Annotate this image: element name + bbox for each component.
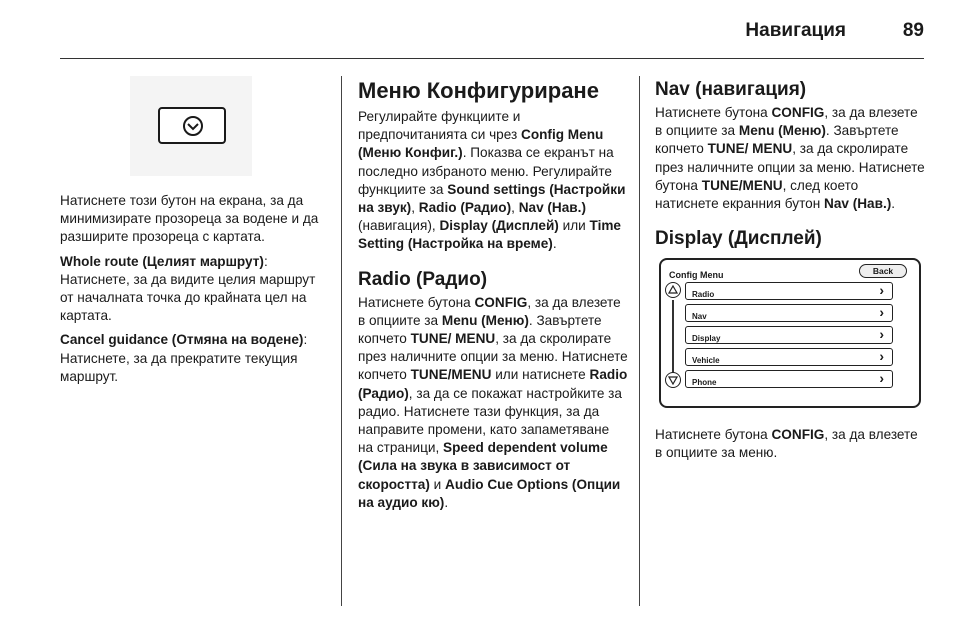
term-whole-route: Whole route (Целият маршрут) — [60, 253, 264, 269]
chevron-right-icon: › — [879, 304, 884, 321]
menu-item-label: Radio — [692, 290, 715, 300]
column-divider — [341, 76, 342, 606]
paragraph: Натиснете бутона CONFIG, за да влезете в опциите за меню. — [655, 427, 918, 461]
paragraph: Cancel guidance (Отмяна на водене): Натиснете, за да прекратите текущия маршрут. — [60, 332, 308, 384]
paragraph: Натиснете бутона CONFIG, за да влезете в опциите за Menu (Меню). Завъртете копчето TUNE/ MENU, за да скролирате през наличните опции за меню. Натиснете копчето TUNE/MENU или натиснете Radio (Радио), за да се покажат настройките за радио. Натиснете тази функция, за да направите промени, като запаметяване на страници, Speed dependent volume (Сила на звука в зависимост от скоростта) и Audio Cue Options (Опции на аудио кю). — [358, 294, 628, 510]
minimize-icon — [182, 115, 204, 137]
paragraph: Натиснете този бутон на екрана, за да минимизирате прозореца за водене и да разширите прозореца с картата. — [60, 193, 319, 245]
back-button[interactable]: Back — [859, 264, 907, 278]
scroll-up-arrow[interactable] — [665, 282, 681, 298]
chevron-right-icon: › — [879, 326, 884, 343]
section-heading-display: Display (Дисплей) — [655, 228, 822, 250]
menu-title: Config Menu — [669, 270, 724, 281]
scroll-track — [672, 300, 674, 374]
menu-item-label: Display — [692, 334, 721, 344]
minimize-guidance-button-image — [158, 107, 226, 144]
menu-item-radio[interactable] — [685, 282, 893, 300]
menu-item-phone[interactable] — [685, 370, 893, 388]
chevron-right-icon: › — [879, 348, 884, 365]
menu-item-label: Nav — [692, 312, 707, 322]
page-number: 89 — [902, 20, 924, 41]
menu-item-display[interactable] — [685, 326, 893, 344]
menu-item-label: Vehicle — [692, 356, 720, 366]
scroll-down-arrow[interactable] — [665, 372, 681, 388]
triangle-down-icon — [668, 375, 678, 385]
column-right — [655, 78, 925, 469]
header-title: Навигация — [745, 20, 846, 41]
screen-button-illustration — [130, 76, 252, 176]
header-rule — [60, 58, 924, 59]
column-divider — [639, 76, 640, 606]
chevron-right-icon: › — [879, 282, 884, 299]
page-header — [60, 0, 924, 58]
paragraph: Whole route (Целият маршрут): Натиснете, за да видите целия маршрут от началната точка до крайната цел на картата. — [60, 253, 316, 324]
triangle-up-icon — [668, 285, 678, 295]
chevron-right-icon: › — [879, 370, 884, 387]
column-middle — [358, 78, 628, 518]
section-heading-config-menu: Меню Конфигуриране — [358, 78, 599, 103]
column-left — [60, 192, 332, 392]
menu-item-vehicle[interactable] — [685, 348, 893, 366]
section-heading-nav: Nav (навигация) — [655, 79, 807, 100]
config-menu-screenshot — [659, 258, 921, 408]
paragraph: Натиснете бутона CONFIG, за да влезете в опциите за Menu (Меню). Завъртете копчето TUNE/ MENU, за да скролирате през наличните опции за меню. Натиснете бутона TUNE/MENU, след което натиснете екранния бутон Nav (Нав.). — [655, 105, 925, 212]
menu-item-label: Phone — [692, 378, 717, 388]
menu-item-nav[interactable] — [685, 304, 893, 322]
section-heading-radio: Radio (Радио) — [358, 268, 488, 290]
paragraph: Регулирайте функциите и предпочитанията си чрез Config Menu (Меню Конфиг.). Показва се екранът на последно избраното меню. Регулирайте функциите за Sound settings (Настройки на звук), Radio (Радио), Nav (Нав.) (навигация), Display (Дисплей) или Time Setting (Настройка на време). — [358, 109, 626, 252]
term-cancel-guidance: Cancel guidance (Отмяна на водене) — [60, 332, 304, 348]
